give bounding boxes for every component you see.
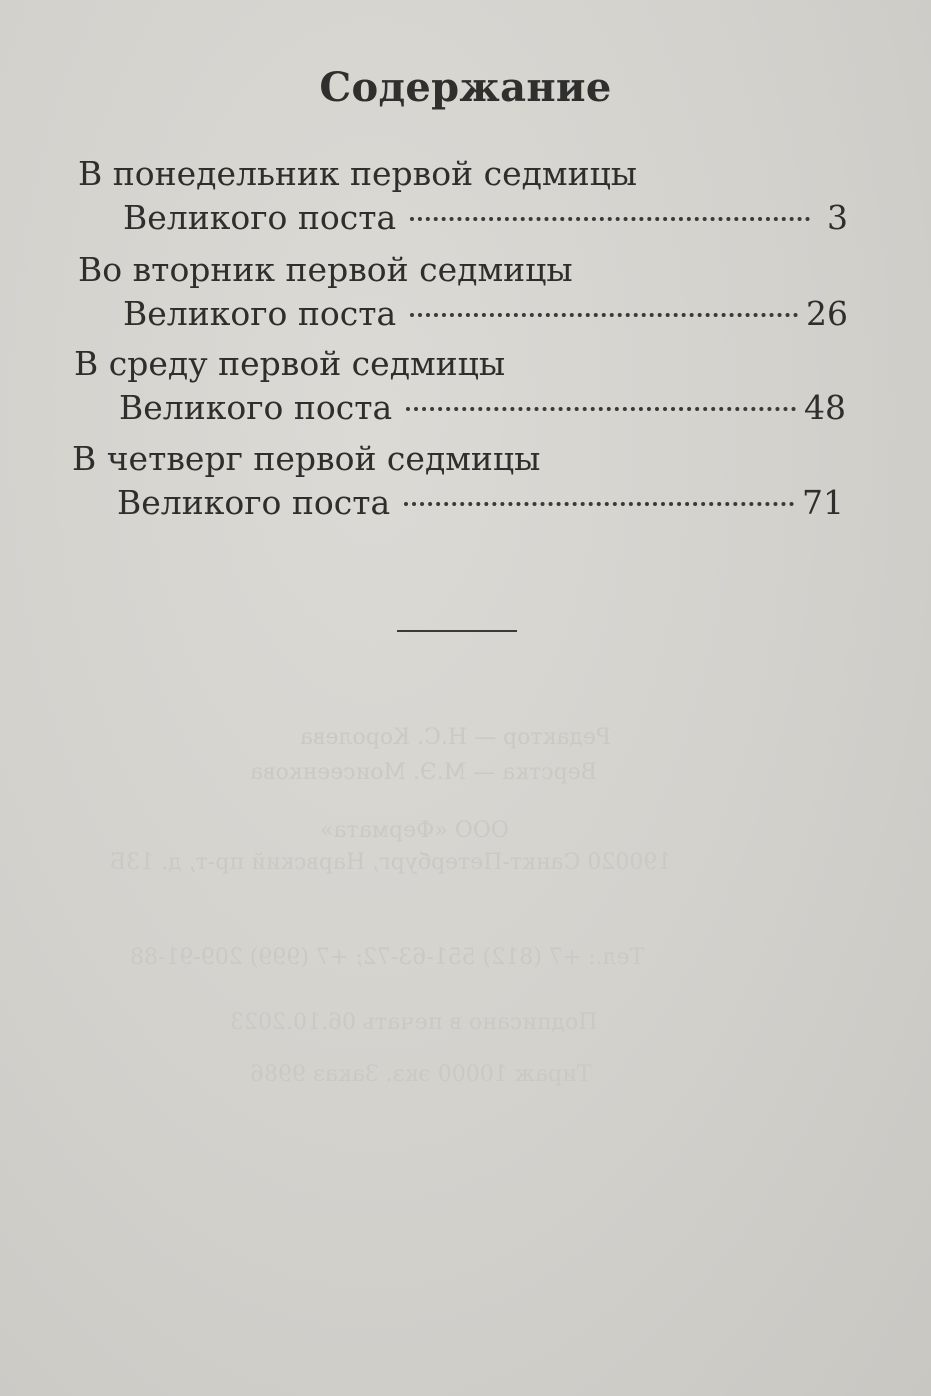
toc-entry-title: В среду первой седмицы [74,344,506,383]
page-title: Содержание [319,64,612,111]
toc-entry-subtitle: Великого поста [123,198,397,237]
bleed-through-text: Верстка — М.Э. Моисеенкова [250,760,597,785]
toc-entry-title: Во вторник первой седмицы [78,250,573,289]
toc-page-number: 26 [806,294,848,333]
bleed-through-text: Тираж 10000 экз. Заказ 9986 [250,1062,592,1087]
toc-page-number: 71 [802,483,844,522]
bleed-through-text: Тел.: +7 (812) 551-63-72; +7 (999) 209-91-88 [130,945,645,970]
bleed-through-text: ООО «Фермата» [320,818,509,843]
toc-entry [78,248,848,336]
dot-leader [406,407,796,411]
toc-entry [72,437,844,525]
dot-leader [410,217,810,221]
toc-entry [74,342,846,430]
bleed-through-text: 190020 Санкт-Петербург, Нарвский пр-т, д. 13Б [110,850,672,875]
dot-leader [410,313,798,317]
toc-entry [78,152,848,240]
toc-entry-subtitle-row [123,292,848,336]
dot-leader [404,502,794,506]
toc-entry-subtitle-row [123,196,848,240]
toc-entry-subtitle: Великого поста [117,483,391,522]
toc-entry-subtitle: Великого поста [123,294,397,333]
toc-page-number: 48 [804,388,846,427]
bleed-through-text: Подписано в печать 06.10.2023 [230,1010,598,1035]
section-divider [397,630,517,632]
toc-entry-subtitle-row [117,481,844,525]
toc-page-number: 3 [827,198,848,237]
toc-entry-subtitle-row [119,386,846,430]
toc-entry-title: В четверг первой седмицы [72,439,541,478]
toc-entry-subtitle: Великого поста [119,388,393,427]
bleed-through-text: Редактор — Н.С. Королева [300,725,611,750]
toc-entry-title: В понедельник первой седмицы [78,154,638,193]
